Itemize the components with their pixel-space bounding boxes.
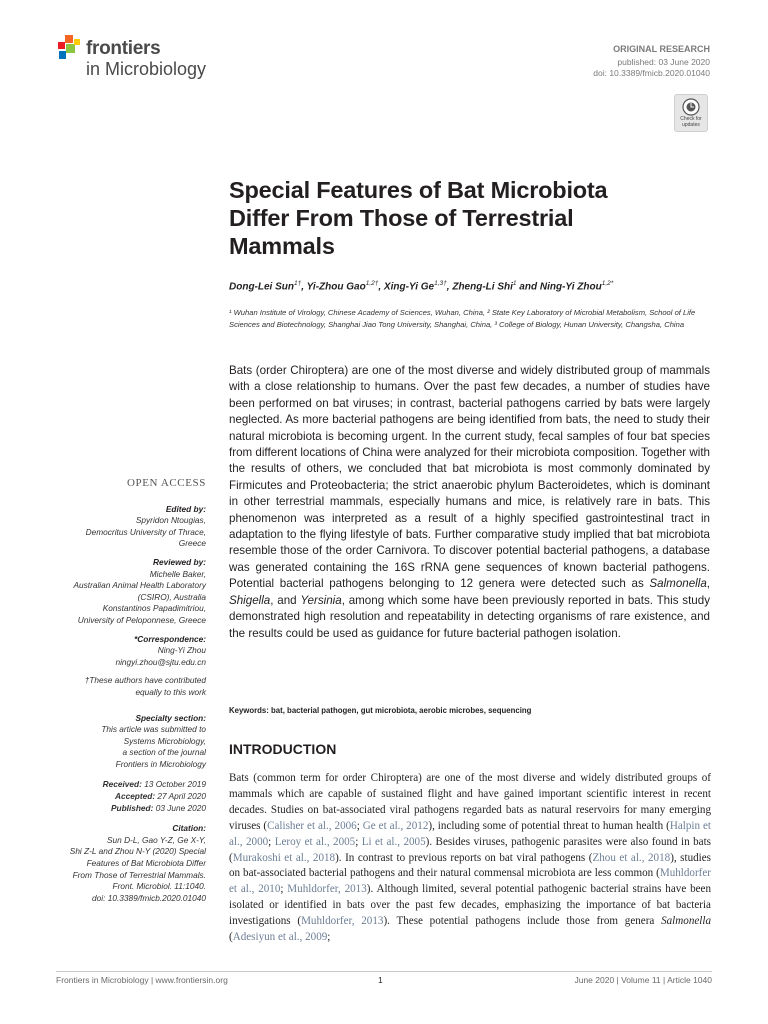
abstract — [229, 363, 710, 642]
logo-journal: in Microbiology — [86, 59, 207, 79]
author-name[interactable]: Dong-Lei Sun — [229, 281, 294, 293]
footer-issue-info: June 2020 | Volume 11 | Article 1040 — [574, 975, 712, 985]
author-affiliation-marker: 1 — [512, 280, 517, 287]
body-text: ; — [280, 883, 288, 896]
correspondence-label: *Correspondence: — [134, 633, 206, 644]
title-line: Mammals — [229, 233, 335, 259]
reviewer-affiliation: (CSIRO), Australia — [137, 591, 206, 602]
citation-doi[interactable]: doi: 10.3389/fmicb.2020.01040 — [92, 892, 206, 903]
specialty-section-label: Specialty section: — [135, 712, 206, 723]
accepted-value: 27 April 2020 — [157, 791, 206, 802]
keywords: Keywords: bat, bacterial pathogen, gut microbiota, aerobic microbes, sequencing — [229, 706, 532, 715]
doi[interactable]: doi: 10.3389/fmicb.2020.01040 — [593, 68, 710, 78]
correspondence-email-link[interactable]: ningyi.zhou@sjtu.edu.cn — [115, 656, 206, 667]
citation-link[interactable]: Halpin et al., 2000 — [229, 819, 711, 848]
body-text: ). In contrast to previous reports on bat viral pathogens ( — [335, 851, 593, 864]
title-line: Differ From Those of Terrestrial — [229, 205, 574, 231]
citation-link[interactable]: Calisher et al., 2006 — [267, 819, 357, 832]
citation-text: Sun D-L, Gao Y-Z, Ge X-Y, — [107, 834, 206, 845]
citation-link[interactable]: Li et al., 2005 — [361, 835, 426, 848]
editor-affiliation: Democritus University of Thrace, — [85, 526, 206, 537]
author-affiliation-marker: 1† — [294, 280, 302, 287]
published-label: Published: — [110, 802, 154, 813]
reviewed-by-label: Reviewed by: — [152, 556, 206, 567]
abstract-text: , among which some have been previously reported in bats. This study demonstrated high resolution and repeatability in detecting organisms of rare existence, and the results could be used as guidance for future bacterial pathogen isolation. — [229, 593, 710, 640]
author-name[interactable]: Zheng-Li Shi — [452, 281, 513, 293]
author-affiliation-marker: 1,2* — [601, 280, 614, 287]
body-text: ), including some of potential threat to human health ( — [428, 819, 670, 832]
section-heading: INTRODUCTION — [229, 741, 337, 757]
reviewer-name[interactable]: Konstantinos Papadimitriou, — [102, 603, 206, 614]
specialty-text: a section of the journal — [122, 747, 206, 758]
citation-label: Citation: — [172, 823, 206, 834]
received-label: Received: — [102, 779, 142, 790]
footer-journal-link[interactable]: Frontiers in Microbiology | www.frontiersin.org — [56, 975, 228, 985]
specialty-text: This article was submitted to — [101, 724, 206, 735]
citation-text: Shi Z-L and Zhou N-Y (2020) Special — [69, 846, 206, 857]
check-updates-label: Check for updates — [680, 116, 702, 128]
author-name[interactable]: Yi-Zhou Gao — [306, 281, 366, 293]
abstract-text: Bats (order Chiroptera) are one of the most diverse and widely distributed group of mammals with a close relationship to humans. Over the past few decades, a number of studies have been performed on bat viruses; in contrast, bacterial pathogens carried by bats were largely neglected. As more bacterial pathogens are being identified from bats, the need to study their natural microbiota is becoming urgent. In the current study, fecal samples of four bat species from different locations of China were analyzed for their microbiota composition. Together with the results of others, we concluded that bat microbiota is most commonly dominated by Firmicutes and Proteobacteria; the strict anaerobic phylum Bacteroidetes, which is dominant in other terrestrial mammals, especially humans and mice, is relatively rare in bats. This phenomenon was interpreted as a result of a highly specified gastrointestinal tract in adaptation to the flying lifestyle of bats. Further comparative study implied that bat microbiota resemble those of the order Carnivora. To discover potential bacterial pathogens, a database was generated containing the 16S rRNA gene sequences of known bacterial pathogens. Potential bacterial pathogens belonging to 12 genera were detected such as — [229, 364, 710, 591]
open-access-label: OPEN ACCESS — [126, 477, 206, 489]
abstract-text: , and — [270, 593, 301, 607]
author-name[interactable]: Ning-Yi Zhou — [539, 281, 602, 293]
accepted-label: Accepted: — [114, 791, 156, 802]
citation-link[interactable]: Ge et al., 2012 — [362, 819, 429, 832]
article-info-sidebar — [56, 478, 206, 904]
accepted-date — [56, 791, 206, 803]
published-value: 03 June 2020 — [155, 802, 206, 813]
author-affiliation-marker: 1,3† — [434, 280, 447, 287]
published-date-sidebar — [56, 803, 206, 815]
citation-link[interactable]: Leroy et al., 2005 — [274, 835, 356, 848]
correspondence-name: Ning-Yi Zhou — [157, 645, 206, 656]
body-text: ; — [268, 835, 275, 848]
page-number: 1 — [378, 975, 383, 985]
abstract-text: , — [706, 577, 710, 591]
frontiers-logo-icon — [56, 34, 82, 62]
editor-name[interactable]: Spyridon Ntougias, — [135, 515, 206, 526]
body-text: ; — [356, 819, 363, 832]
genus-name: Salmonella — [661, 915, 711, 928]
citation-link[interactable]: Muhldorfer, 2013 — [287, 883, 367, 896]
specialty-text: Systems Microbiology, — [123, 735, 206, 746]
article-type: ORIGINAL RESEARCH — [613, 44, 710, 54]
title-line: Special Features of Bat Microbiota — [229, 177, 608, 203]
editor-affiliation: Greece — [178, 538, 206, 549]
citation-link[interactable]: Zhou et al., 2018 — [592, 851, 671, 864]
contribution-note: †These authors have contributed — [84, 675, 206, 686]
genus-name: Yersinia — [300, 593, 342, 607]
received-value: 13 October 2019 — [144, 779, 206, 790]
citation-text: Features of Bat Microbiota Differ — [86, 858, 206, 869]
body-text: ( — [229, 931, 233, 944]
reviewer-name[interactable]: Michelle Baker, — [149, 568, 206, 579]
author-affiliation-marker: 1,2† — [365, 280, 379, 287]
genus-name: Salmonella — [649, 577, 707, 591]
body-text: ). Although limited, several potential pathogenic bacterial strains have been isolated or identified in bats over the past few decades, emphasizing the importance of bat bacteria investigations ( — [229, 883, 712, 928]
reviewer-affiliation: University of Peloponnese, Greece — [77, 614, 206, 625]
citation-link[interactable]: Muhldorfer, 2013 — [301, 915, 384, 928]
author-list: Dong-Lei Sun$^{1\dagger}$, Yi-Zhou Gao$^{1,2\dagger}$, Xing-Yi $Ge^{1,3\dagger}$, Zheng-Li Shi$^1$ and Ning-Yi Zhou$^{1,2*}$ — [229, 280, 614, 293]
citation-text: Front. Microbiol. 11:1040. — [112, 881, 206, 892]
logo-name: frontiers — [86, 38, 161, 59]
body-text: ). Besides viruses, pathogenic parasites were also found in bats ( — [229, 835, 711, 864]
citation-text: From Those of Terrestrial Mammals. — [72, 869, 206, 880]
article-title — [229, 176, 659, 260]
citation-link[interactable]: Muhldorfer et al., 2010 — [229, 867, 711, 896]
introduction-body — [229, 771, 711, 946]
specialty-text: Frontiers in Microbiology — [115, 758, 206, 769]
body-text: Bats (common term for order Chiroptera) are one of the most diverse and widely distributed groups of mammals which are capable of sustained flight and have gained important scientific interest in recent decades. Studies on bat-associated viral pathogens regarded bats as natural reservoirs for many emerging viruses ( — [229, 772, 711, 832]
affiliations: ¹ Wuhan Institute of Virology, Chinese Academy of Sciences, Wuhan, China, ² State Key Laboratory of Microbial Metabolism, School of Life Sciences and Biotechnology, Shanghai Jiao Tong University, Shanghai, China, ³ College of Biology, Hunan University, Changsha, China — [229, 308, 696, 329]
body-text: ). These potential pathogens include those from genera — [383, 915, 662, 928]
body-text: ; — [327, 931, 331, 944]
body-text: ), studies on bat-associated bacterial pathogens and their natural commensal microbiota are less common ( — [229, 851, 711, 880]
author-name[interactable]: Xing-Yi Ge — [383, 281, 435, 293]
body-text: ; — [355, 835, 362, 848]
edited-by-label: Edited by: — [165, 503, 206, 514]
genus-name: Shigella — [229, 593, 271, 607]
check-updates-icon — [682, 98, 700, 116]
reviewer-affiliation: Australian Animal Health Laboratory — [73, 580, 206, 591]
published-date: published: 03 June 2020 — [617, 57, 710, 67]
contribution-note: equally to this work — [135, 686, 206, 697]
citation-link[interactable]: Adesiyun et al., 2009 — [232, 931, 328, 944]
check-for-updates-button[interactable] — [674, 94, 708, 132]
journal-logo[interactable] — [56, 34, 236, 84]
footer-divider — [56, 971, 712, 972]
citation-link[interactable]: Murakoshi et al., 2018 — [232, 851, 336, 864]
received-date — [56, 779, 206, 791]
